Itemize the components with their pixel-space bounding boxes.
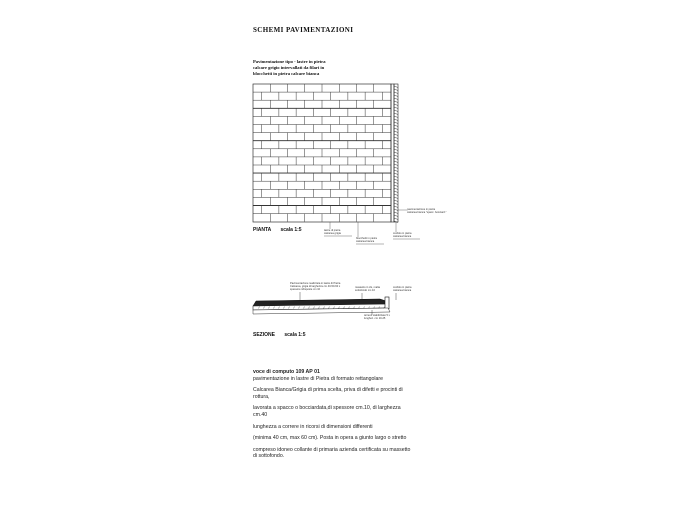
plan-note [393, 232, 411, 238]
plan-edge-hatch [394, 119, 398, 121]
section-note [290, 282, 340, 291]
spec-paragraph: (minima 40 cm, max 60 cm). Posta in opera a giunto largo o stretto [253, 435, 407, 442]
plan-caption-line: calcare grigio intervallati da filari in [253, 65, 325, 70]
plan-edge-hatch [394, 206, 398, 208]
plan-edge-hatch [394, 161, 398, 163]
plan-edge-strip [391, 84, 398, 223]
plan-edge-hatch [394, 86, 398, 88]
section-note-line: spessore ridisposte cm 10 [290, 288, 321, 291]
plan-edge-hatch [394, 179, 398, 181]
plan-edge-hatch [394, 107, 398, 109]
plan-edge-hatch [394, 113, 398, 115]
plan-scale: scala 1:5 [280, 227, 302, 233]
section-note-line: lunghez. cm 10-25 [364, 317, 386, 320]
plan-edge-hatch [394, 95, 398, 97]
section-note-line: terreno stabilizzato 5 x [364, 314, 390, 317]
plan-drawing [253, 84, 391, 222]
spec-paragraph: compreso idoneo collante di primaria azienda certificata su massetto di sottofondo. [253, 446, 411, 460]
spec-heading: voce di computo 109 AP 01 [253, 369, 320, 375]
section-note-line: cordolo in pietra [393, 286, 412, 289]
plan-note [356, 237, 377, 243]
plan-note-line: calcarea bianca "spacc. bocciard." [407, 211, 447, 214]
plan-edge-hatch [394, 146, 398, 148]
plan-edge-hatch [394, 194, 398, 196]
plan-edge-hatch [394, 176, 398, 178]
plan-edge-hatch [394, 218, 398, 220]
plan-edge-hatch [394, 197, 398, 199]
plan-note-line: calcarea grigia [324, 232, 341, 235]
plan-edge-hatch [394, 131, 398, 133]
plan-caption-line: blocchetti in pietra calcare bianca [253, 71, 320, 76]
plan-edge-hatch [394, 200, 398, 202]
plan-edge-hatch [394, 128, 398, 130]
section-note-line: massetto in cls, malta [355, 286, 380, 289]
plan-caption-line: Pavimentazione tipo - lastre in pietra [253, 59, 326, 64]
plan-edge-hatch [394, 182, 398, 184]
section-kerb [385, 297, 389, 309]
spec-block [253, 369, 413, 465]
plan-edge-hatch [394, 98, 398, 100]
section-label-name: SEZIONE [253, 332, 275, 338]
section-label [253, 332, 305, 338]
plan-note-line: calcarea bianca [393, 235, 412, 238]
section-note-line: sottofondo cm 10 [355, 289, 375, 292]
plan-edge-hatch [394, 164, 398, 166]
plan-edge-hatch [394, 140, 398, 142]
plan-edge-hatch [394, 188, 398, 190]
plan-label-name: PIANTA [253, 227, 272, 233]
spec-paragraph: Calcarea Bianca/Grigia di prima scelta, priva di difetti e procinti di rottura, [253, 387, 403, 400]
spec-paragraph: lunghezza a correre in ricorsi di dimensioni differenti [253, 423, 373, 430]
plan-note-line: calcarea bianca [356, 240, 375, 243]
plan-label [253, 227, 302, 233]
section-note [355, 286, 380, 292]
plan-edge-hatch [394, 110, 398, 112]
spec-paragraph: pavimentazione in lastre di Pietra di formato rettangolare [253, 375, 384, 382]
section-note-line: Pavimentazione realizzata in lastre di Pietra [290, 282, 341, 285]
plan-note-line: pavimentazione in pietra [407, 208, 436, 211]
section-note [364, 314, 390, 320]
plan-edge-hatch [394, 173, 398, 175]
spec-paragraph: lavorata a spacco o bocciardata,di spessore cm.10, di larghezza cm.40 [253, 405, 401, 418]
plan-edge-hatch [394, 212, 398, 214]
plan-note-line: lastre di pietra [324, 229, 341, 232]
plan-edge-hatch [394, 143, 398, 145]
plan-edge-hatch [394, 134, 398, 136]
plan-edge-hatch [394, 125, 398, 127]
plan-edge-hatch [394, 101, 398, 103]
section-note-line: Calcarea, grigia di larghezza cm 40-50-60 x [290, 285, 341, 288]
plan-edge-hatch [394, 122, 398, 124]
plan-note [407, 208, 446, 214]
plan-edge-hatch [394, 170, 398, 172]
plan-note-line: blocchetti in pietra [356, 237, 377, 240]
plan-edge-hatch [394, 167, 398, 169]
plan-edge-hatch [394, 191, 398, 193]
section-note-line: calcarea bianca [393, 289, 412, 292]
sheet-title: SCHEMI PAVIMENTAZIONI [253, 26, 354, 34]
section-drawing [253, 292, 396, 315]
plan-edge-hatch [394, 215, 398, 217]
plan-edge-hatch [394, 92, 398, 94]
plan-edge-hatch [394, 104, 398, 106]
plan-edge-hatch [394, 203, 398, 205]
plan-note-line: cordolo in pietra [393, 232, 412, 235]
plan-edge-hatch [394, 116, 398, 118]
plan-edge-hatch [394, 152, 398, 154]
section-scale: scala 1:5 [284, 332, 306, 338]
plan-edge-hatch [394, 158, 398, 160]
plan-kerb [391, 84, 394, 222]
plan-edge-hatch [394, 155, 398, 157]
plan-edge-hatch [394, 185, 398, 187]
plan-edge-hatch [394, 149, 398, 151]
plan-edge-hatch [394, 209, 398, 211]
section-note [393, 286, 411, 292]
plan-note [324, 229, 341, 235]
plan-edge-hatch [394, 137, 398, 139]
plan-edge-hatch [394, 89, 398, 91]
